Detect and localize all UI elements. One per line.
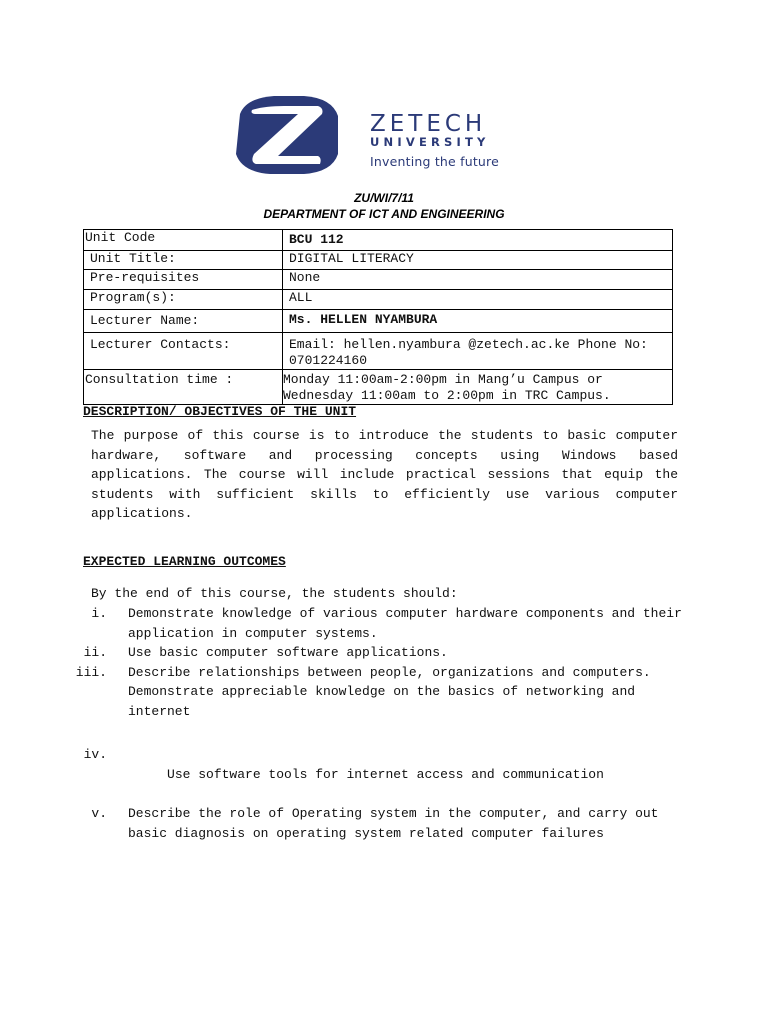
logo-name: ZETECH — [370, 111, 487, 137]
table-row — [84, 370, 673, 405]
list-item-text: Use software tools for internet access and communication — [159, 766, 604, 782]
table-row — [84, 270, 673, 290]
prerequisites-label: Pre-requisites — [84, 270, 283, 290]
list-item-text: Demonstrate knowledge of various computer hardware components and their application in computer systems. — [128, 606, 682, 641]
lecturer-contacts-label: Lecturer Contacts: — [84, 333, 283, 370]
prerequisites-value: None — [283, 270, 673, 290]
outcomes-list — [60, 604, 700, 843]
department-title: DEPARTMENT OF ICT AND ENGINEERING — [263, 207, 505, 221]
list-number: iv. — [83, 747, 107, 763]
table-row — [84, 310, 673, 333]
list-item — [60, 726, 700, 804]
logo-wordmark — [370, 112, 499, 170]
table-row — [84, 230, 673, 251]
logo-tagline: Inventing the future — [370, 154, 500, 169]
list-number: i. — [91, 606, 107, 621]
zetech-emblem-icon — [234, 94, 340, 176]
unit-code-value: BCU 112 — [283, 230, 673, 251]
logo-subtitle: UNIVERSITY — [370, 135, 490, 149]
unit-title-label: Unit Title: — [84, 251, 283, 270]
lecturer-contacts-value: Email: hellen.nyambura @zetech.ac.ke Phone No: 0701224160 — [283, 333, 673, 370]
lecturer-name-value: Ms. HELLEN NYAMBURA — [283, 310, 673, 333]
list-number: iii. — [75, 664, 107, 680]
list-item-text: Use basic computer software applications. — [128, 645, 448, 661]
table-row — [84, 333, 673, 370]
list-item — [60, 604, 700, 643]
outcomes-intro: By the end of this course, the students should: — [91, 586, 458, 601]
description-text: The purpose of this course is to introduce the students to basic computer hardware, software and processing concepts using Windows based applications. The course will include practical sessions that equip the students with sufficient skills to efficiently use various computer applications. — [91, 428, 678, 522]
document-code: ZU/WI/7/11 — [354, 191, 414, 205]
description-heading: DESCRIPTION/ OBJECTIVES OF THE UNIT — [83, 404, 357, 419]
unit-title-value: DIGITAL LITERACY — [283, 251, 673, 270]
consultation-time-value: Monday 11:00am-2:00pm in Mang’u Campus or Wednesday 11:00am to 2:00pm in TRC Campus. — [283, 370, 673, 405]
university-logo — [234, 94, 564, 176]
list-item-text: Describe relationships between people, organizations and computers. Demonstrate appreciable knowledge on the basics of networking and internet — [128, 664, 651, 719]
list-number: ii. — [83, 645, 107, 661]
outcomes-heading: EXPECTED LEARNING OUTCOMES — [83, 554, 286, 569]
table-row — [84, 290, 673, 310]
list-item — [60, 804, 700, 843]
list-number: v. — [91, 805, 107, 821]
consultation-time-label: Consultation time : — [84, 370, 283, 405]
lecturer-name-label: Lecturer Name: — [84, 310, 283, 333]
unit-code-label: Unit Code — [84, 230, 283, 251]
table-row — [84, 251, 673, 270]
programs-label: Program(s): — [84, 290, 283, 310]
list-item — [60, 663, 700, 722]
unit-info-table — [83, 229, 673, 405]
programs-value: ALL — [283, 290, 673, 310]
list-item — [60, 643, 700, 663]
list-item-text: Describe the role of Operating system in the computer, and carry out basic diagnosis on operating system related computer failures — [128, 805, 659, 841]
